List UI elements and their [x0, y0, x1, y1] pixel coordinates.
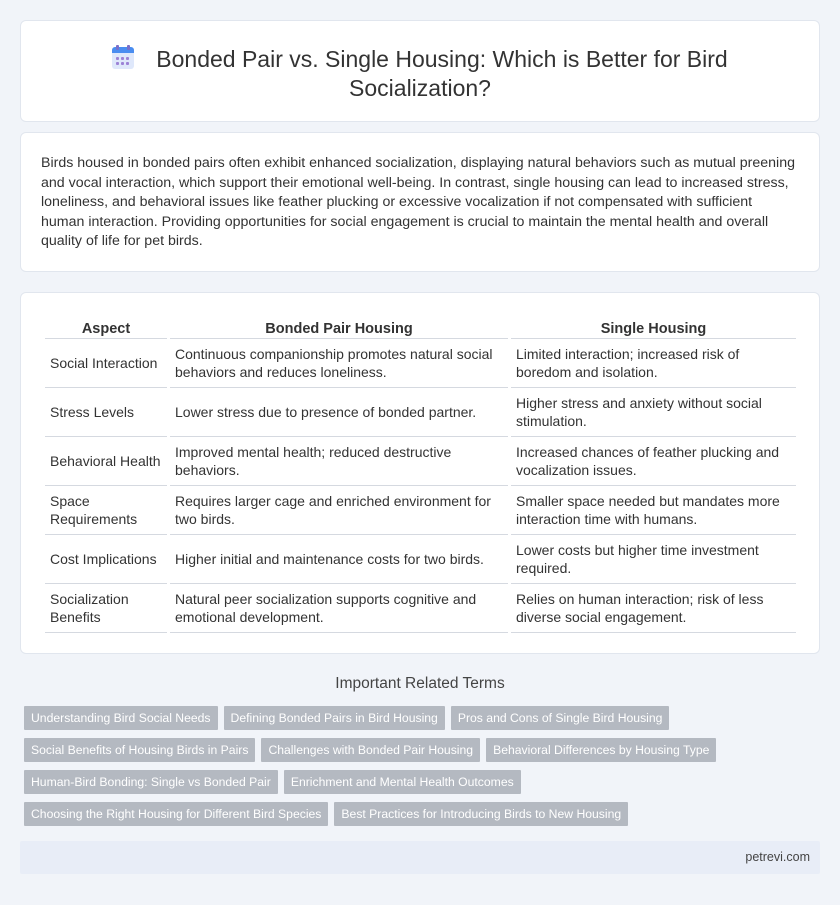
related-term-tag[interactable]: Social Benefits of Housing Birds in Pairs [24, 738, 255, 762]
cell-bonded: Lower stress due to presence of bonded partner. [170, 388, 508, 437]
cell-bonded: Improved mental health; reduced destructive behaviors. [170, 437, 508, 486]
header-bonded-pair: Bonded Pair Housing [170, 313, 508, 339]
table-row [45, 486, 796, 535]
tag-row [24, 802, 824, 827]
title-line-1: Bonded Pair vs. Single Housing: Which is Better for Bird [156, 46, 728, 72]
related-term-tag[interactable]: Enrichment and Mental Health Outcomes [284, 770, 521, 794]
related-term-tag[interactable]: Understanding Bird Social Needs [24, 706, 218, 730]
title-line-2: Socialization? [349, 75, 491, 101]
footer [20, 841, 820, 874]
cell-aspect: Cost Implications [45, 535, 167, 584]
related-term-tag[interactable]: Defining Bonded Pairs in Bird Housing [224, 706, 445, 730]
related-term-tag[interactable]: Best Practices for Introducing Birds to New Housing [334, 802, 628, 826]
cell-single: Higher stress and anxiety without social stimulation. [511, 388, 796, 437]
calendar-icon [112, 47, 134, 69]
cell-bonded: Natural peer socialization supports cognitive and emotional development. [170, 584, 508, 633]
cell-single: Lower costs but higher time investment required. [511, 535, 796, 584]
cell-single: Limited interaction; increased risk of boredom and isolation. [511, 339, 796, 388]
table-row [45, 535, 796, 584]
footer-site-link[interactable]: petrevi.com [745, 850, 810, 864]
cell-single: Smaller space needed but mandates more interaction time with humans. [511, 486, 796, 535]
header-card [20, 20, 820, 122]
cell-aspect: Stress Levels [45, 388, 167, 437]
cell-bonded: Higher initial and maintenance costs for two birds. [170, 535, 508, 584]
related-terms-title: Important Related Terms [335, 675, 505, 692]
cell-single: Relies on human interaction; risk of less diverse social engagement. [511, 584, 796, 633]
comparison-table [42, 313, 799, 633]
tag-row [24, 706, 824, 731]
intro-text: Birds housed in bonded pairs often exhibit enhanced socialization, displaying natural behaviors such as mutual preening and vocal interaction, which support their emotional well-being. In contrast, single housing can lead to increased stress, loneliness, and behavioral issues like feather plucking or excessive vocalization if not compensated with sufficient human interaction. Providing opportunities for social engagement is crucial to maintain the mental health and overall quality of life for pet birds. [41, 155, 795, 249]
cell-bonded: Continuous companionship promotes natural social behaviors and reduces loneliness. [170, 339, 508, 388]
related-term-tag[interactable]: Pros and Cons of Single Bird Housing [451, 706, 670, 730]
cell-aspect: Social Interaction [45, 339, 167, 388]
related-term-tag[interactable]: Choosing the Right Housing for Different Bird Species [24, 802, 328, 826]
related-term-tag[interactable]: Challenges with Bonded Pair Housing [261, 738, 480, 762]
header-single: Single Housing [511, 313, 796, 339]
related-terms [24, 706, 824, 834]
tag-row [24, 738, 824, 763]
cell-aspect: Socialization Benefits [45, 584, 167, 633]
related-term-tag[interactable]: Human-Bird Bonding: Single vs Bonded Pair [24, 770, 278, 794]
cell-aspect: Space Requirements [45, 486, 167, 535]
table-row [45, 437, 796, 486]
table-header-row [45, 313, 796, 339]
cell-aspect: Behavioral Health [45, 437, 167, 486]
intro-card [20, 132, 820, 272]
cell-single: Increased chances of feather plucking and vocalization issues. [511, 437, 796, 486]
table-row [45, 339, 796, 388]
comparison-card [20, 292, 820, 654]
header-aspect: Aspect [45, 313, 167, 339]
tag-row [24, 770, 824, 795]
cell-bonded: Requires larger cage and enriched environment for two birds. [170, 486, 508, 535]
table-row [45, 388, 796, 437]
page-title [21, 45, 819, 103]
table-row [45, 584, 796, 633]
related-term-tag[interactable]: Behavioral Differences by Housing Type [486, 738, 716, 762]
